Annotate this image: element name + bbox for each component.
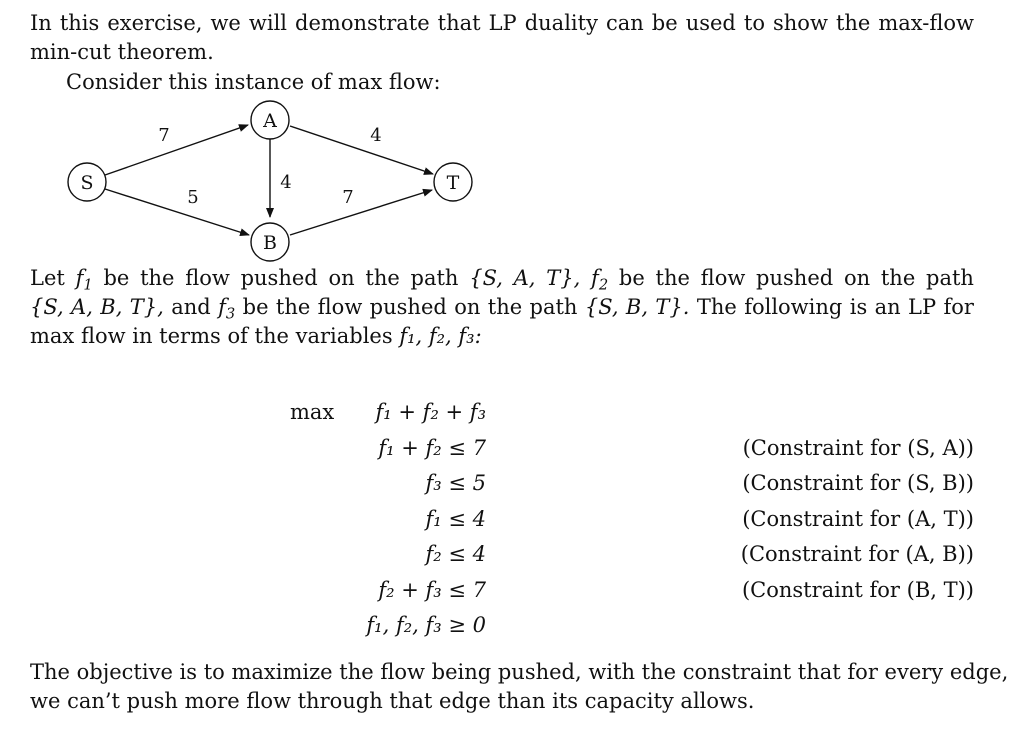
edge-b-t	[290, 190, 432, 235]
paragraph-line-3: max flow in terms of the variables f₁, f₂, f₃:	[30, 324, 482, 348]
intro-line-2: min-cut theorem.	[30, 40, 214, 64]
lp-max-keyword: max	[290, 400, 335, 424]
edge-a-t	[290, 126, 433, 174]
lp-constraint-note: (Constraint for (S, A))	[742, 436, 974, 460]
capacity-a-b: 4	[280, 172, 292, 193]
capacity-a-t: 4	[370, 125, 382, 146]
flow-network-diagram	[60, 95, 500, 265]
paragraph-line-2: {S, A, B, T}, and $f_3$ be the flow pushed on the path {S, B, T}. The following is an LP for	[30, 295, 974, 323]
capacity-s-a: 7	[158, 125, 170, 146]
conclusion-line-2: we can’t push more flow through that edge than its capacity allows.	[30, 689, 755, 713]
lp-objective: f₁ + f₂ + f₃	[375, 400, 486, 424]
lp-nonnegativity: f₁, f₂, f₃ ≥ 0	[366, 613, 486, 637]
intro-line-3: Consider this instance of max flow:	[66, 70, 441, 94]
paragraph-line-1: Let $f_1$ be the flow pushed on the path {S, A, T}, $f_2$ be the flow pushed on the path	[30, 266, 974, 294]
node-a-label: A	[263, 110, 277, 132]
edge-s-b	[105, 189, 249, 235]
intro-line-1: In this exercise, we will demonstrate that LP duality can be used to show the max-flow	[30, 11, 974, 35]
node-s-label: S	[80, 172, 94, 194]
lp-constraint-expr: f₃ ≤ 5	[425, 471, 486, 495]
capacity-s-b: 5	[187, 187, 199, 208]
capacity-b-t: 7	[342, 187, 354, 208]
lp-constraint-expr: f₁ + f₂ ≤ 7	[378, 436, 486, 460]
lp-constraint-note: (Constraint for (S, B))	[742, 471, 974, 495]
lp-constraint-expr: f₁ ≤ 4	[425, 507, 486, 531]
lp-constraint-note: (Constraint for (A, T))	[742, 507, 974, 531]
lp-constraint-expr: f₂ ≤ 4	[425, 542, 486, 566]
lp-constraint-note: (Constraint for (B, T))	[741, 578, 974, 602]
node-b-label: B	[263, 232, 277, 254]
lp-constraint-expr: f₂ + f₃ ≤ 7	[378, 578, 486, 602]
node-t-label: T	[446, 172, 460, 194]
edge-s-a	[105, 125, 248, 175]
conclusion-line-1: The objective is to maximize the flow being pushed, with the constraint that for every edge,	[30, 660, 1009, 684]
lp-constraint-note: (Constraint for (A, B))	[740, 542, 974, 566]
